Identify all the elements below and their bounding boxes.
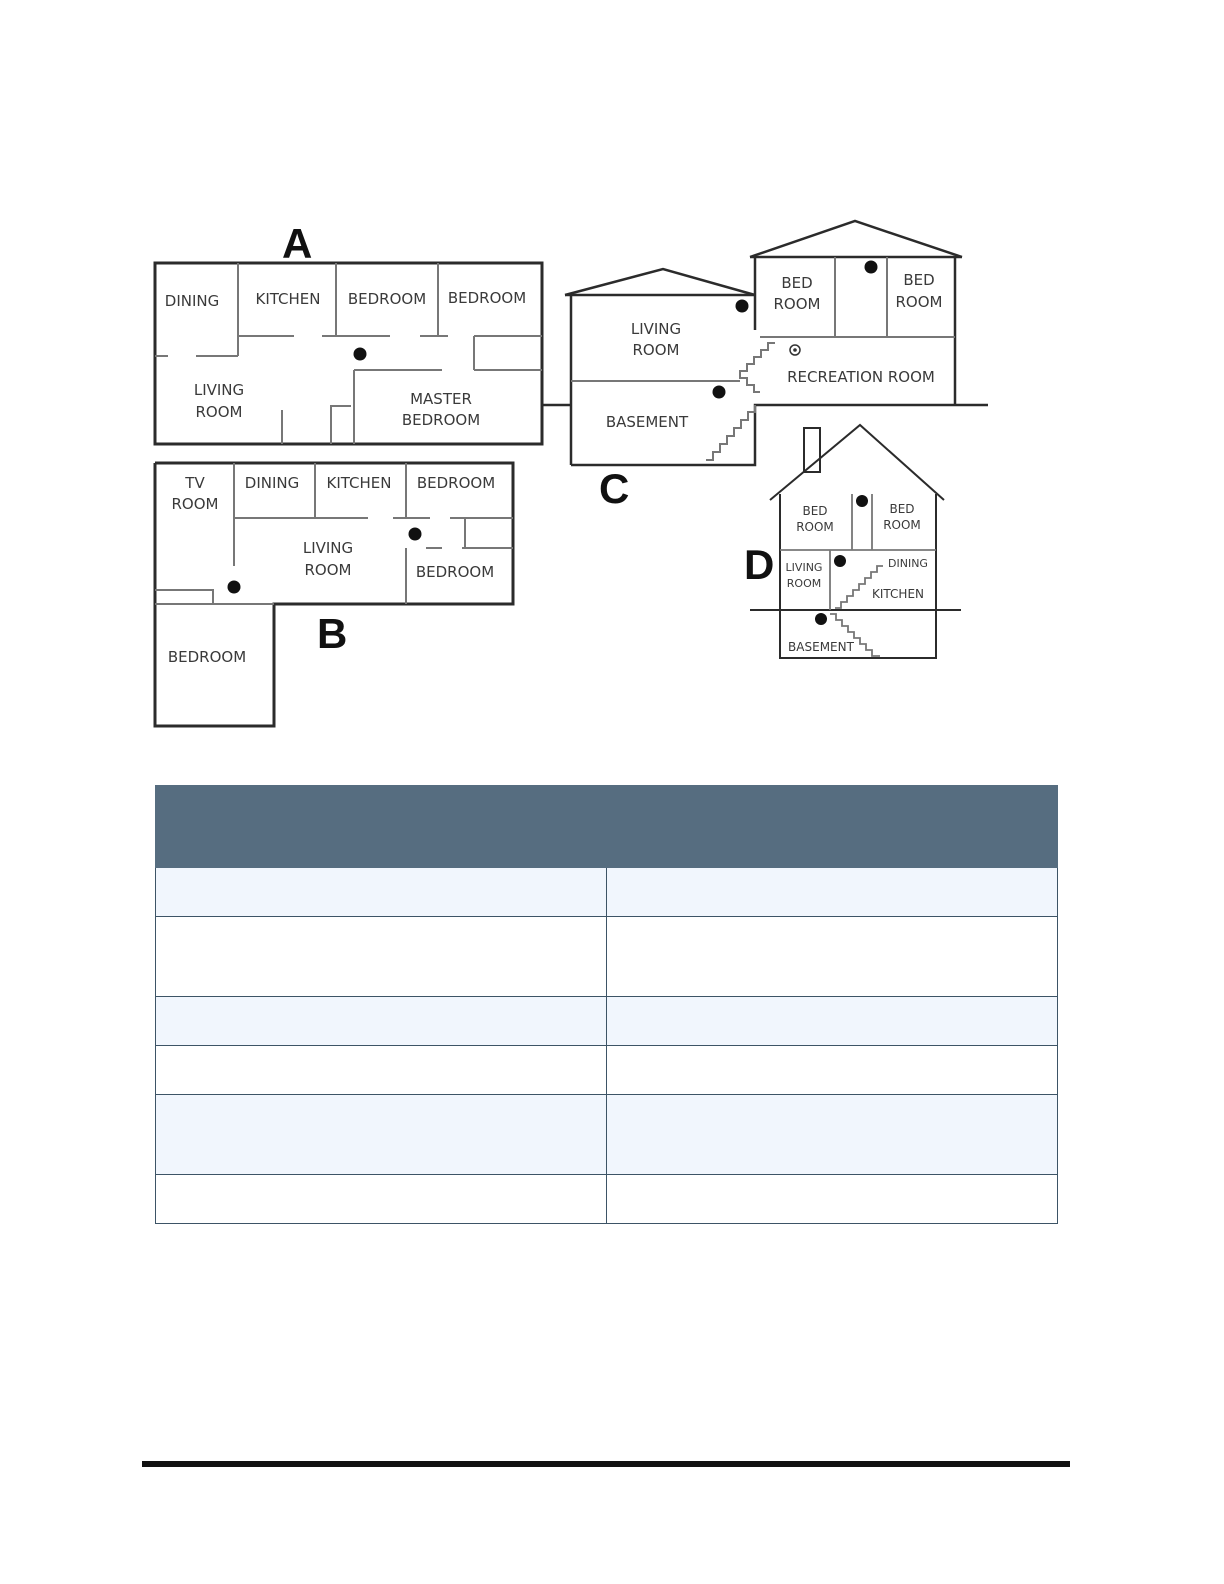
room-label: TV — [185, 474, 205, 492]
room-label: ROOM — [786, 577, 822, 590]
room-label: BED — [802, 504, 828, 518]
room-label: ROOM — [796, 520, 834, 534]
table-row — [156, 868, 1058, 917]
room-label: MASTER — [410, 390, 472, 408]
house-d-plan — [744, 425, 961, 658]
room-label: BEDROOM — [401, 411, 481, 429]
room-label: BEDROOM — [415, 563, 495, 581]
room-label: DINING — [244, 474, 300, 492]
room-label: BED — [903, 271, 935, 289]
room-label: RECREATION ROOM — [787, 368, 935, 386]
smoke-alarm-icon — [736, 300, 749, 313]
table-header — [156, 786, 1058, 868]
smoke-alarm-icon — [354, 348, 367, 361]
room-label: LIVING — [785, 561, 823, 574]
house-c-label: C — [599, 465, 630, 512]
floor-plan-diagram — [0, 0, 1224, 760]
room-label: ROOM — [195, 403, 243, 421]
room-label: BEDROOM — [347, 290, 427, 308]
room-label: BED — [889, 502, 915, 516]
room-label: KITCHEN — [872, 587, 924, 601]
table-row — [156, 917, 1058, 997]
room-label: LIVING — [630, 320, 682, 338]
room-label: DINING — [888, 557, 928, 570]
room-label: BEDROOM — [447, 289, 527, 307]
house-b-label: B — [317, 610, 348, 657]
room-label: BEDROOM — [167, 648, 247, 666]
room-label: ROOM — [304, 561, 352, 579]
room-label: KITCHEN — [326, 474, 392, 492]
smoke-alarm-icon — [856, 495, 868, 507]
room-label: LIVING — [302, 539, 354, 557]
table-cell — [156, 917, 607, 997]
info-table — [155, 785, 1058, 1224]
table-cell — [607, 997, 1058, 1046]
house-a-label: A — [282, 220, 313, 267]
room-label: ROOM — [883, 518, 921, 532]
room-label: DINING — [164, 292, 220, 310]
smoke-alarm-icon — [834, 555, 846, 567]
room-label: LIVING — [193, 381, 245, 399]
footer-divider — [142, 1461, 1070, 1467]
room-label: BEDROOM — [416, 474, 496, 492]
smoke-alarm-icon — [228, 581, 241, 594]
smoke-alarm-icon — [815, 613, 827, 625]
room-label: BASEMENT — [788, 640, 854, 654]
room-label: BED — [781, 274, 813, 292]
table-row — [156, 1095, 1058, 1175]
room-label: ROOM — [773, 295, 821, 313]
table-cell — [607, 917, 1058, 997]
room-label: ROOM — [171, 495, 219, 513]
heat-detector-icon — [790, 345, 800, 355]
table-cell — [156, 868, 607, 917]
smoke-alarm-icon — [409, 528, 422, 541]
house-a-plan — [155, 220, 542, 444]
house-b-plan — [155, 463, 513, 726]
table-cell — [607, 1175, 1058, 1224]
smoke-alarm-icon — [713, 386, 726, 399]
room-label: ROOM — [895, 293, 943, 311]
table-cell — [607, 1095, 1058, 1175]
smoke-alarm-icon — [865, 261, 878, 274]
table-cell — [156, 1175, 607, 1224]
table-row — [156, 1046, 1058, 1095]
table-row — [156, 1175, 1058, 1224]
house-d-label: D — [744, 541, 775, 588]
table-cell — [607, 1046, 1058, 1095]
table-cell — [607, 868, 1058, 917]
room-label: BASEMENT — [605, 413, 689, 431]
table-row — [156, 997, 1058, 1046]
room-label: KITCHEN — [255, 290, 321, 308]
table-cell — [156, 997, 607, 1046]
table-header-row — [156, 786, 1058, 868]
table-cell — [156, 1046, 607, 1095]
house-c-plan — [542, 221, 988, 512]
table-cell — [156, 1095, 607, 1175]
room-label: ROOM — [632, 341, 680, 359]
